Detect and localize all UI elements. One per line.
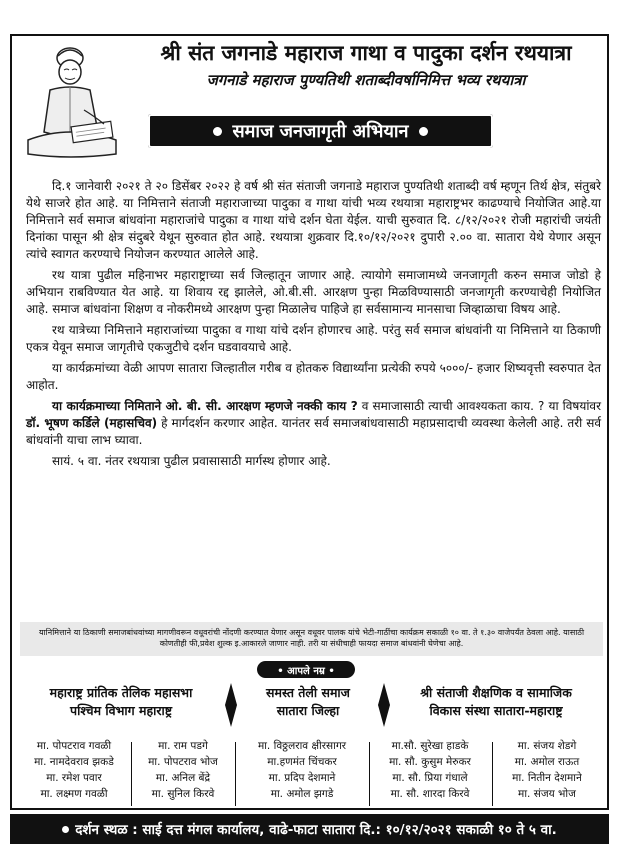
bullet-icon xyxy=(62,826,69,833)
member-name: मा. अमोल झगडे xyxy=(270,788,334,800)
organization-3-name: श्री संताजी शैक्षणिक व सामाजिक xyxy=(420,685,572,700)
organization-2-name: समस्त तेली समाज xyxy=(266,685,350,700)
member-name: मा. रमेश पवार xyxy=(46,772,102,784)
names-column-3 xyxy=(236,738,368,802)
member-name: मा.हणमंत चिंचकर xyxy=(267,756,337,768)
member-name: मा. संजय भोज xyxy=(518,788,576,800)
paragraph-6: सायं. ५ वा. नंतर रथयात्रा पुढील प्रवासासाठी मार्गस्थ होणार आहे. xyxy=(52,454,331,468)
member-name: मा. पोपटराव भोज xyxy=(148,756,218,768)
member-name: मा. सौ. शारदा किरवे xyxy=(390,788,470,800)
member-name: मा. प्रदिप देशमाने xyxy=(268,772,336,784)
names-column-5 xyxy=(494,738,600,802)
organization-1-region: पश्चिम विभाग महाराष्ट्र xyxy=(69,703,173,718)
member-name: मा. संजय शेडगे xyxy=(517,740,577,752)
paragraph-3: रथ यात्रेच्या निमित्ताने महाराजांच्या पादुका व गाथा यांचे दर्शन होणारच आहे. परंतु सर्व समाज बांधवांनी या निमित्ताने या ठिकाणी एकत्र येवून समाज जागृतीचे एकजुटीचे दर्शन घडवावयाचे आहे. xyxy=(26,323,601,354)
organization-2 xyxy=(238,684,378,720)
page-title: श्री संत जगनाडे महाराज गाथा व पादुका दर्शन रथयात्रा xyxy=(160,41,572,65)
paragraph-5-end: हे मार्गदर्शन करणार आहेत. यानंतर सर्व समाजबांधवासाठी महाप्रसादाची व्यवस्था केलेली आहे. तरी सर्व बांधवांनी याचा लाभ घ्यावा. xyxy=(26,416,601,447)
reservation-question: या कार्यक्रमाच्या निमिताने ओ. बी. सी. आरक्षण म्हणजे नक्की काय ? xyxy=(52,399,358,413)
column-separator xyxy=(492,742,493,806)
member-name: मा. राम पडगे xyxy=(158,740,208,752)
member-name: मा. पोपटराव गवळी xyxy=(36,740,112,752)
speaker-name: डॉ. भूषण कर्डिले (महासचिव) xyxy=(26,416,158,430)
paragraph-4: या कार्यक्रमांच्या वेळी आपण सातारा जिल्हातील गरीब व होतकरु विद्यार्थ्यांना प्रत्येकी रुपये ५०००/- हजार शिष्यवृत्ती स्वरुपात देत आहोत. xyxy=(26,361,601,392)
page-subtitle: जगनाडे महाराज पुण्यतिथी शताब्दीवर्षानिमित्त भव्य रथयात्रा xyxy=(206,71,526,89)
banner-text: समाज जनजागृती अभियान xyxy=(232,121,409,142)
paragraph-5-text: व समाजासाठी त्याची आवश्यकता काय. ? या विषयांवर xyxy=(357,399,602,413)
organization-2-region: सातारा जिल्हा xyxy=(276,703,340,718)
names-column-2 xyxy=(132,738,234,802)
paragraph-2: रथ यात्रा पुढील महिनाभर महाराष्ट्राच्या सर्व जिल्हातून जाणार आहे. त्यायोगे समाजामध्ये जनजागृती करुन समाज जोडो हे अभियान राबविण्यात येत आहे. या शिवाय रद्द झालेले, ओ.बी.सी. आरक्षण पुन्हा मिळविण्यासाठी जनजागृती करण्याचेही नियोजित आहे. समाज बांधवांना शिक्षण व नोकरीमध्ये आरक्षण पुन्हा मिळालेच पाहिजे हा सर्वसामान्य मानसाचा जिव्हाळाचा विषय आहे. xyxy=(26,268,601,316)
member-name: मा. सुनिल किरवे xyxy=(151,788,215,800)
organization-3 xyxy=(392,684,600,720)
ornament-divider xyxy=(224,683,238,727)
organization-1-name: महाराष्ट्र प्रांतिक तेलिक महासभा xyxy=(49,685,193,700)
venue-text: दर्शन स्थळ : साई दत्त मंगल कार्यालय, वाढे-फाटा सातारा दि.: १०/१२/२०२१ सकाळी १० ते ५ वा. xyxy=(75,822,557,838)
organization-3-region: विकास संस्था सातारा-महाराष्ट्र xyxy=(429,703,563,718)
member-name: मा. सौ. कुसुम मेरुकर xyxy=(389,756,471,768)
member-name: मा. अनिल बेंद्रे xyxy=(155,772,211,784)
saint-portrait-illustration xyxy=(20,40,124,160)
venue-footer xyxy=(10,814,609,844)
appeal-label: • आपले नम्र • xyxy=(257,661,355,678)
member-name: मा. नितीन देशमाने xyxy=(512,772,582,784)
paragraph-1: दि.१ जानेवारी २०२१ ते २० डिसेंबर २०२२ हे वर्ष श्री संत संताजी जगनाडे महाराज पुण्यतिथी शताब्दी वर्ष म्हणून तिर्थ क्षेत्र, संतुबरे येथे साजरे होत आहे. या निमित्ताने संताजी महाराजाच्या पादुका व गाथा यांची भव्य रथयात्रा महाराष्ट्रभर काढण्याचे नियोजित आहे.या निमित्ताने सर्व समाज बांधवांना महाराजांचे पादुका व गाथा यांचे दर्शन घेता येईल. याची सुरुवात दि. ८/१२/२०२१ रोजी महारांची जयंती दिनांका पासून श्री क्षेत्र संदुबरे येथून सुरुवात होत आहे. रथयात्रा शुक्रवार दि.१०/१२/२०२१ दुपारी २.०० वा. सातारा येथे येणार असून त्यांचे स्वागत करण्याचे नियोजन करण्यात आलेले आहे. xyxy=(26,179,601,261)
member-name: मा. विठ्ठलराव क्षीरसागर xyxy=(257,740,347,752)
article-body xyxy=(26,178,601,474)
paragraph-5 xyxy=(26,398,601,449)
member-name: मा. सौ. प्रिया गंधाले xyxy=(392,772,468,784)
campaign-banner xyxy=(148,114,493,148)
notice-box: यानिमित्ताने या ठिकाणी समाजबांधवांच्या मागणीवरून वधूवरांची नोंदणी करण्यात येणार असून वधूवर पालक यांचे भेटी-गाठींचा कार्यक्रम सकाळी १० वा. ते १.३० वाजेपर्यंत ठेवला आहे. यासाठी कोणतीही फी,प्रवेश शुल्क इ.आकारले जाणार नाही. तरी या संधीचाही फायदा समाज बांधवांनी घेणेचा आहे. xyxy=(20,622,603,656)
ornament-divider xyxy=(377,683,391,727)
organization-1 xyxy=(20,684,222,720)
member-name: मा.सौ. सुरेखा हाडके xyxy=(391,740,469,752)
names-column-1 xyxy=(18,738,130,802)
names-column-4 xyxy=(370,738,490,802)
member-name: मा. लक्ष्मण गवळी xyxy=(40,788,108,800)
member-name: मा. अमोल राऊत xyxy=(514,756,580,768)
bullet-icon xyxy=(213,127,222,136)
bullet-icon xyxy=(419,127,428,136)
member-name: मा. नामदेवराव झकडे xyxy=(34,756,114,768)
